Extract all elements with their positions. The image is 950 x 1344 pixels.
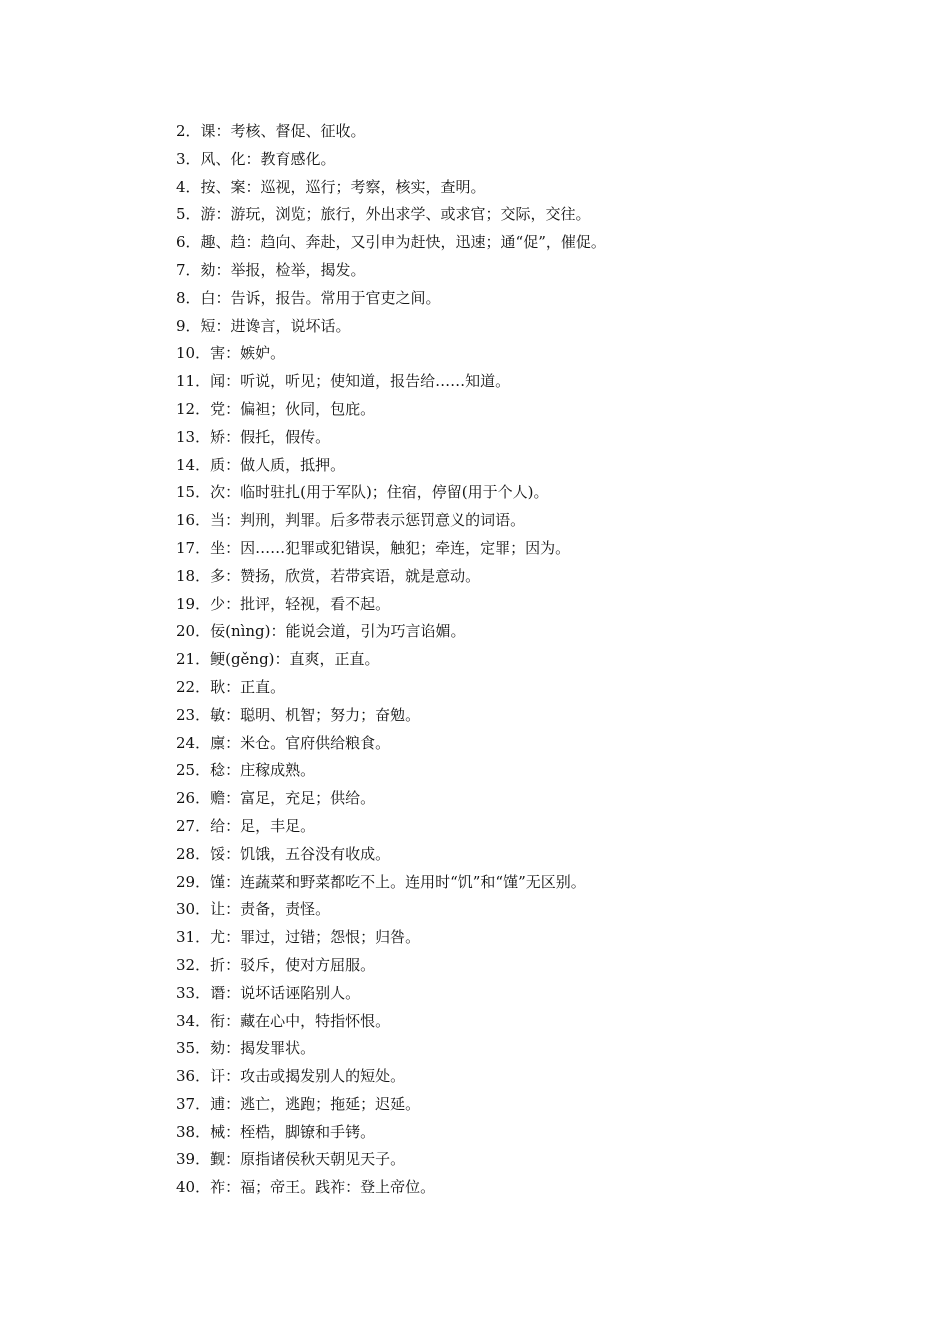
glossary-entry: 29．馑：连蔬菜和野菜都吃不上。连用时“饥”和“馑”无区别。 — [176, 872, 586, 891]
glossary-entry: 13．矫：假托，假传。 — [176, 427, 331, 446]
glossary-entry: 38．械：桎梏，脚镣和手铐。 — [176, 1122, 376, 1141]
glossary-entry: 19．少：批评，轻视，看不起。 — [176, 594, 391, 613]
glossary-entry: 30．让：责备，责怪。 — [176, 900, 331, 919]
glossary-entry: 24．廪：米仓。官府供给粮食。 — [176, 733, 391, 752]
glossary-entry: 3．风、化：教育感化。 — [176, 149, 336, 168]
glossary-entry: 14．质：做人质，抵押。 — [176, 455, 346, 474]
glossary-entry: 36．讦：攻击或揭发别人的短处。 — [176, 1067, 406, 1086]
glossary-entry: 23．敏：聪明、机智；努力；奋勉。 — [176, 705, 421, 724]
glossary-entry: 15．次：临时驻扎(用于军队)；住宿，停留(用于个人)。 — [176, 483, 549, 502]
glossary-entry: 6．趣、趋：趋向、奔赴，又引申为赶快，迅速；通“促”，催促。 — [176, 233, 606, 252]
glossary-entry: 5．游：游玩，浏览；旅行，外出求学、或求官；交际，交往。 — [176, 205, 591, 224]
glossary-entry: 28．馁：饥饿，五谷没有收成。 — [176, 844, 391, 863]
glossary-entry: 16．当：判刑，判罪。后多带表示惩罚意义的词语。 — [176, 511, 526, 530]
glossary-entry: 17．坐：因……犯罪或犯错误，触犯；牵连，定罪；因为。 — [176, 538, 571, 557]
glossary-entry: 21．鲠(gěng)：直爽，正直。 — [176, 650, 380, 669]
glossary-entry: 18．多：赞扬，欣赏，若带宾语，就是意动。 — [176, 566, 481, 585]
glossary-entry: 34．衔：藏在心中，特指怀恨。 — [176, 1011, 391, 1030]
glossary-entry: 12．党：偏袒；伙同，包庇。 — [176, 399, 376, 418]
glossary-list — [176, 118, 896, 1202]
glossary-entry: 9．短：进谗言，说坏话。 — [176, 316, 351, 335]
glossary-entry: 27．给：足，丰足。 — [176, 816, 316, 835]
glossary-entry: 4．按、案：巡视，巡行；考察，核实，查明。 — [176, 177, 486, 196]
glossary-entry: 20．佞(nìng)：能说会道，引为巧言谄媚。 — [176, 622, 466, 641]
glossary-entry: 22．耿：正直。 — [176, 677, 286, 696]
glossary-entry: 39．觐：原指诸侯秋天朝见天子。 — [176, 1150, 406, 1169]
glossary-entry: 31．尤：罪过，过错；怨恨；归咎。 — [176, 928, 421, 947]
glossary-entry: 11．闻：听说，听见；使知道，报告给……知道。 — [176, 372, 511, 391]
glossary-entry: 37．逋：逃亡，逃跑；拖延；迟延。 — [176, 1094, 421, 1113]
glossary-entry: 35．劾：揭发罪状。 — [176, 1039, 316, 1058]
glossary-entry: 8．白：告诉，报告。常用于官吏之间。 — [176, 288, 441, 307]
glossary-entry: 40．祚：福；帝王。践祚：登上帝位。 — [176, 1178, 436, 1197]
glossary-entry: 2．课：考核、督促、征收。 — [176, 122, 366, 140]
glossary-entry: 33．谮：说坏话诬陷别人。 — [176, 983, 361, 1002]
glossary-entry: 32．折：驳斥，使对方屈服。 — [176, 955, 376, 974]
glossary-entry: 10．害：嫉妒。 — [176, 344, 286, 363]
glossary-entry: 26．赡：富足，充足；供给。 — [176, 789, 376, 808]
glossary-entry: 25．稔：庄稼成熟。 — [176, 761, 316, 780]
glossary-entry: 7．劾：举报，检举，揭发。 — [176, 260, 366, 279]
